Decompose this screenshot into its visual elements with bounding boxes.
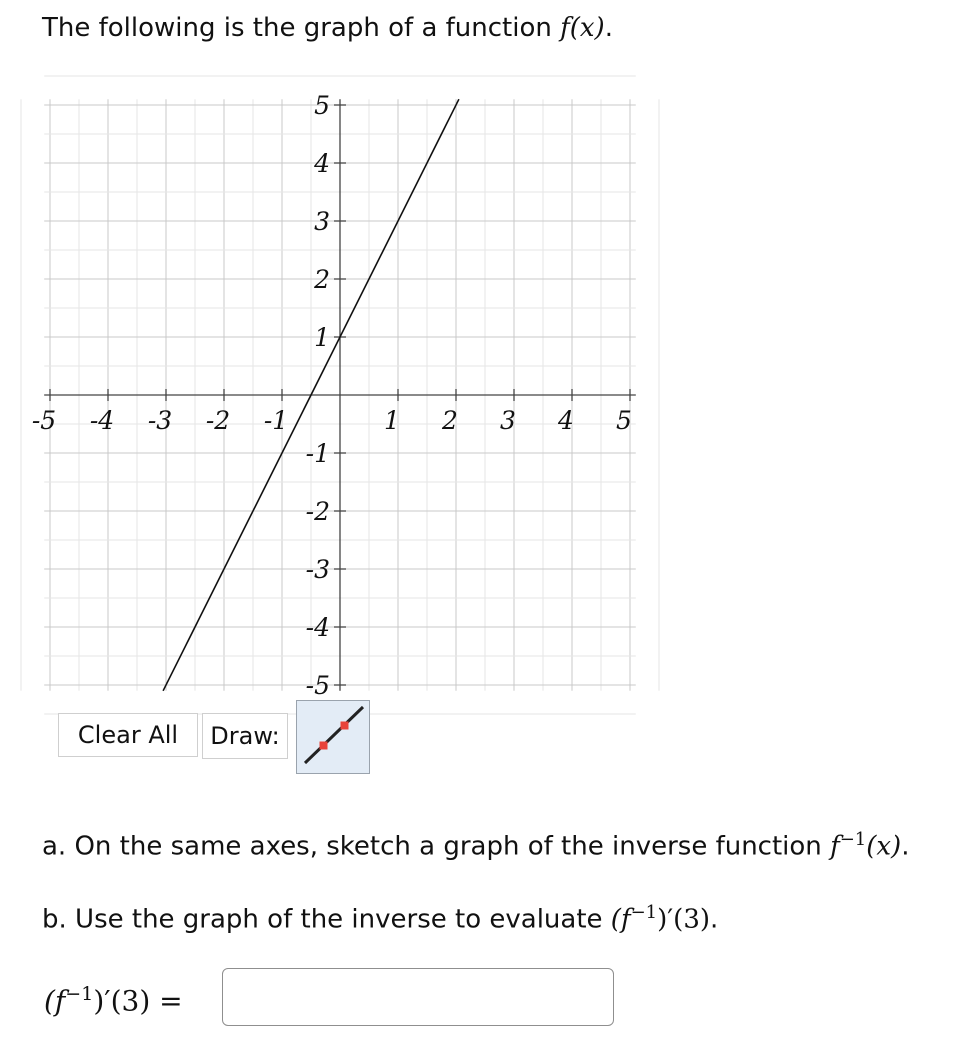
y-tick-label: -5 xyxy=(305,671,330,700)
y-tick-label: 1 xyxy=(314,323,330,352)
y-tick-label: 5 xyxy=(314,91,330,120)
y-tick-label: -2 xyxy=(305,497,330,526)
x-tick-label: 2 xyxy=(442,406,458,435)
x-tick-label: 3 xyxy=(500,406,516,435)
y-tick-label: -3 xyxy=(305,555,330,584)
y-tick-label: -1 xyxy=(305,439,330,468)
x-tick-label: 5 xyxy=(616,406,632,435)
draw-label: Draw: xyxy=(202,713,288,759)
intro-text: The following is the graph of a function f(x). xyxy=(42,13,613,43)
line-segment-icon xyxy=(297,701,369,773)
x-tick-label: 1 xyxy=(384,406,400,435)
y-tick-label: 3 xyxy=(314,207,330,236)
answer-input[interactable] xyxy=(222,968,614,1026)
x-tick-label: -5 xyxy=(31,406,57,435)
x-tick-label: 4 xyxy=(558,406,574,435)
y-tick-label: -4 xyxy=(305,613,330,642)
x-tick-label: -2 xyxy=(205,406,231,435)
x-tick-label: -3 xyxy=(147,406,173,435)
function-graph[interactable] xyxy=(31,88,646,700)
intro-function: f(x) xyxy=(560,13,605,43)
y-tick-label: 2 xyxy=(314,265,330,294)
intro-label: The following is the graph of a function xyxy=(42,13,561,43)
question-b: b. Use the graph of the inverse to evaluate $(f^{-1})'(3)$. xyxy=(42,902,719,935)
answer-label: $(f^{-1})'(3)$ = xyxy=(44,983,183,1018)
line-tool-button[interactable] xyxy=(296,700,370,774)
x-axis-labels xyxy=(32,406,632,435)
question-a: a. On the same axes, sketch a graph of the inverse function $f^{-1}(x)$. xyxy=(42,829,910,862)
x-tick-label: -1 xyxy=(263,406,289,435)
x-tick-label: -4 xyxy=(89,406,115,435)
graph-axes xyxy=(44,99,636,691)
clear-all-button[interactable]: Clear All xyxy=(58,713,198,757)
y-tick-label: 4 xyxy=(314,149,330,178)
